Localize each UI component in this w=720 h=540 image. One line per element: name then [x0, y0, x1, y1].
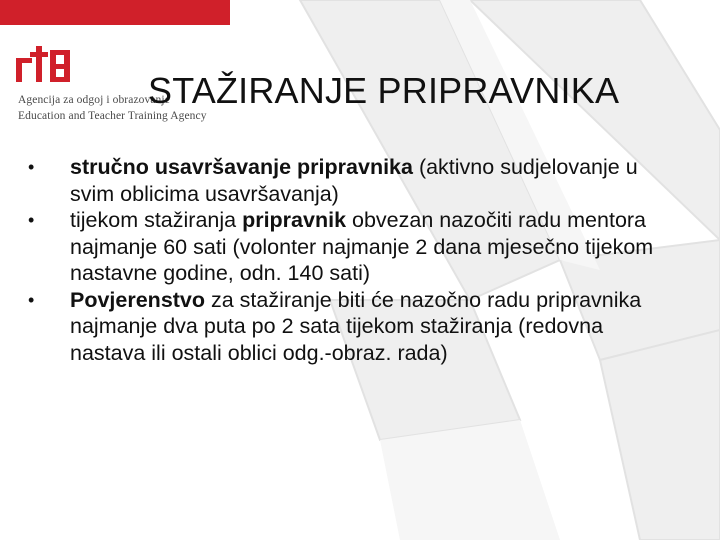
agency-name-en: Education and Teacher Training Agency [18, 110, 207, 122]
bullet-2-text: obvezan nazočiti radu mentora najmanje 60 sati (volonter najmanje 2 dana mjesečno tijekom nastavne godine, odn. 140 sati) [70, 208, 654, 285]
bullet-item-1 [24, 154, 684, 207]
agency-name-hr: Agencija za odgoj i obrazovanje [18, 94, 170, 106]
bullet-1-text: (aktivno sudjelovanje u svim oblicima usavršavanja) [70, 155, 638, 206]
bullet-2-pre: tijekom stažiranja [70, 208, 243, 232]
bullet-1-bold: stručno usavršavanje pripravnika [70, 155, 413, 179]
bullet-3-bold: Povjerenstvo [70, 287, 206, 312]
bullet-2-bold: pripravnik [242, 208, 347, 232]
slide-title: STAŽIRANJE PRIPRAVNIKA [148, 70, 620, 111]
bullet-marker: • [28, 210, 35, 230]
bullet-marker: • [28, 157, 35, 177]
agency-logo-mark-icon [16, 44, 72, 84]
slide-content [24, 154, 684, 366]
bullet-list [24, 154, 684, 366]
bullet-item-2 [24, 207, 684, 287]
bullet-3-text: za stažiranje biti će nazočno radu pripravnika najmanje dva puta po 2 sata tijekom stažiranja (redovna nastava ili ostali oblici odg.-obraz. rada) [70, 287, 642, 365]
top-accent-bar [0, 0, 230, 25]
bullet-marker: • [28, 289, 35, 310]
bullet-item-3 [24, 287, 684, 367]
